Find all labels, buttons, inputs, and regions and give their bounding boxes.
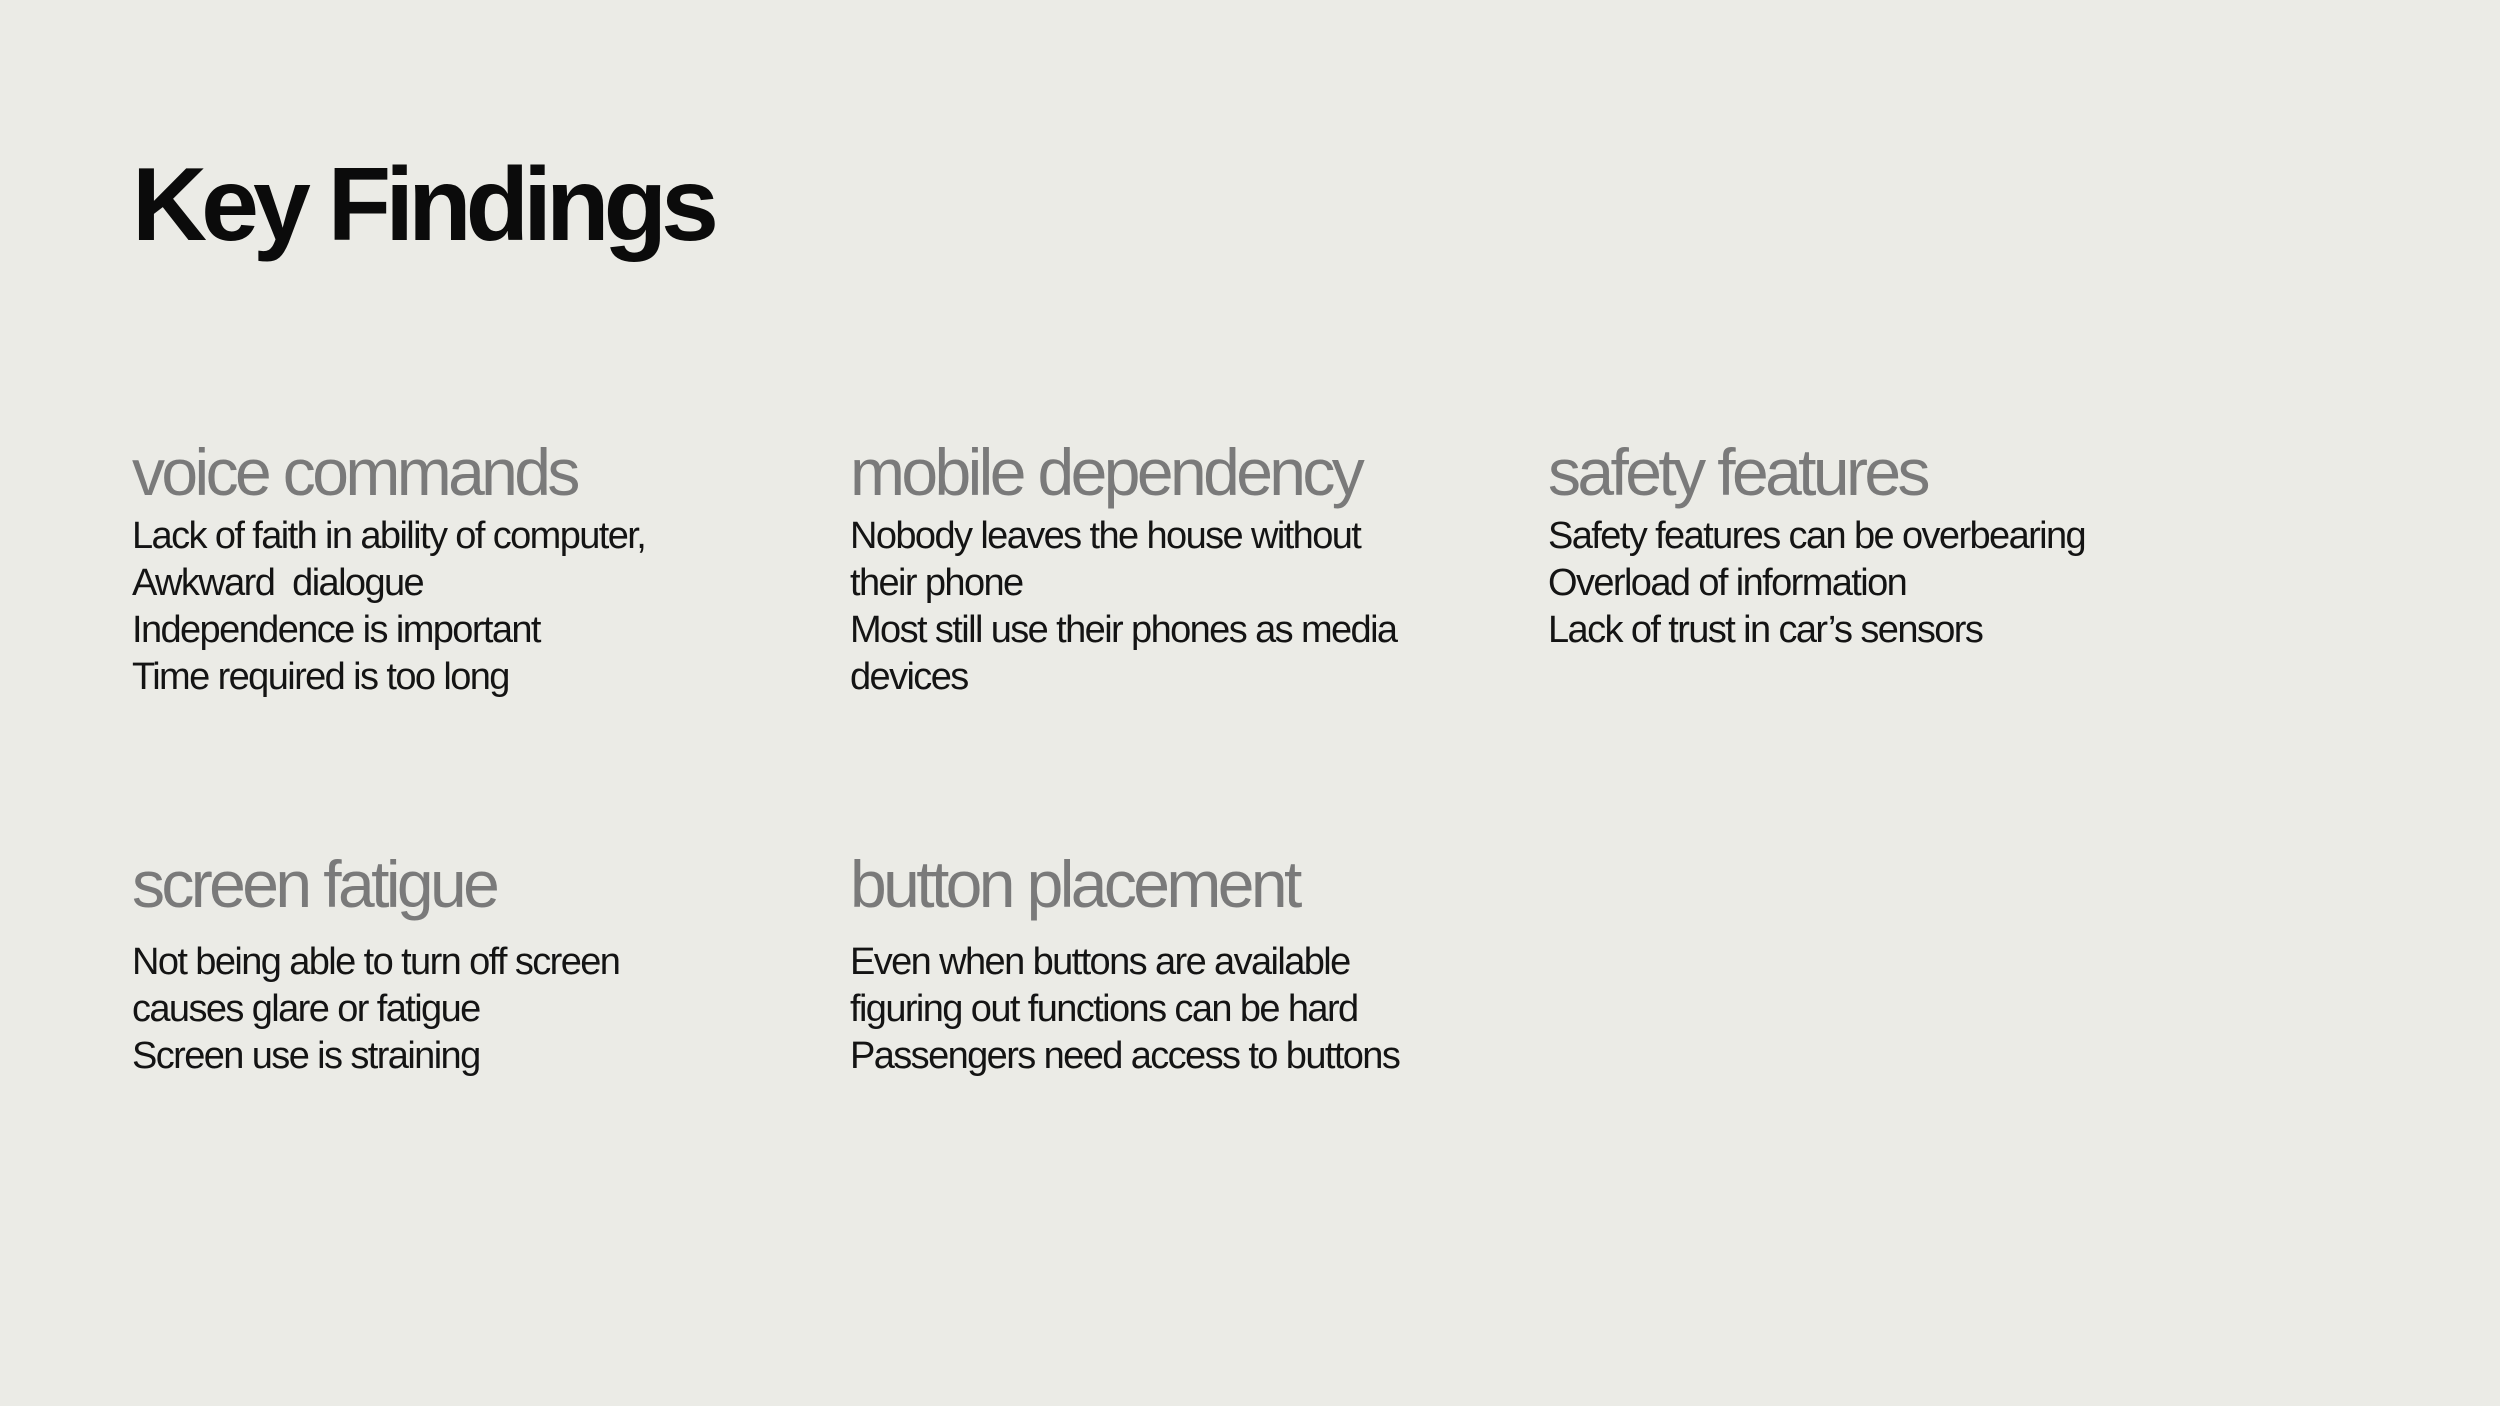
finding-heading: screen fatigue xyxy=(132,847,497,921)
finding-line: Even when buttons are available xyxy=(850,940,1350,983)
finding-safety-features xyxy=(1548,436,2085,654)
finding-body xyxy=(850,513,1396,701)
finding-body xyxy=(850,939,1399,1080)
finding-line: causes glare or fatigue xyxy=(132,987,480,1030)
finding-line: Most still use their phones as media xyxy=(850,608,1397,651)
finding-line: figuring out functions can be hard xyxy=(850,987,1358,1030)
finding-voice-commands xyxy=(132,436,645,701)
finding-line: their phone xyxy=(850,561,1023,604)
page-title: Key Findings xyxy=(132,147,713,263)
finding-line: Not being able to turn off screen xyxy=(132,940,620,983)
finding-line: Awkward dialogue xyxy=(132,561,424,604)
finding-line: Lack of trust in car’s sensors xyxy=(1548,608,1983,651)
finding-screen-fatigue xyxy=(132,848,619,1080)
finding-body xyxy=(132,939,619,1080)
finding-button-placement xyxy=(850,848,1399,1080)
finding-body xyxy=(1548,513,2085,654)
finding-line: Safety features can be overbearing xyxy=(1548,514,2086,557)
finding-mobile-dependency xyxy=(850,436,1396,701)
finding-line: Screen use is straining xyxy=(132,1034,480,1077)
finding-line: Overload of information xyxy=(1548,561,1907,604)
finding-heading: mobile dependency xyxy=(850,435,1362,509)
finding-heading: voice commands xyxy=(132,435,577,509)
finding-line: Nobody leaves the house without xyxy=(850,514,1361,557)
finding-body xyxy=(132,513,645,701)
finding-line: Lack of faith in ability of computer, xyxy=(132,514,646,557)
finding-line: devices xyxy=(850,655,968,698)
finding-line: Independence is important xyxy=(132,608,540,651)
finding-line: Time required is too long xyxy=(132,655,509,698)
finding-line: Passengers need access to buttons xyxy=(850,1034,1400,1077)
finding-heading: button placement xyxy=(850,847,1299,921)
finding-heading: safety features xyxy=(1548,435,1927,509)
